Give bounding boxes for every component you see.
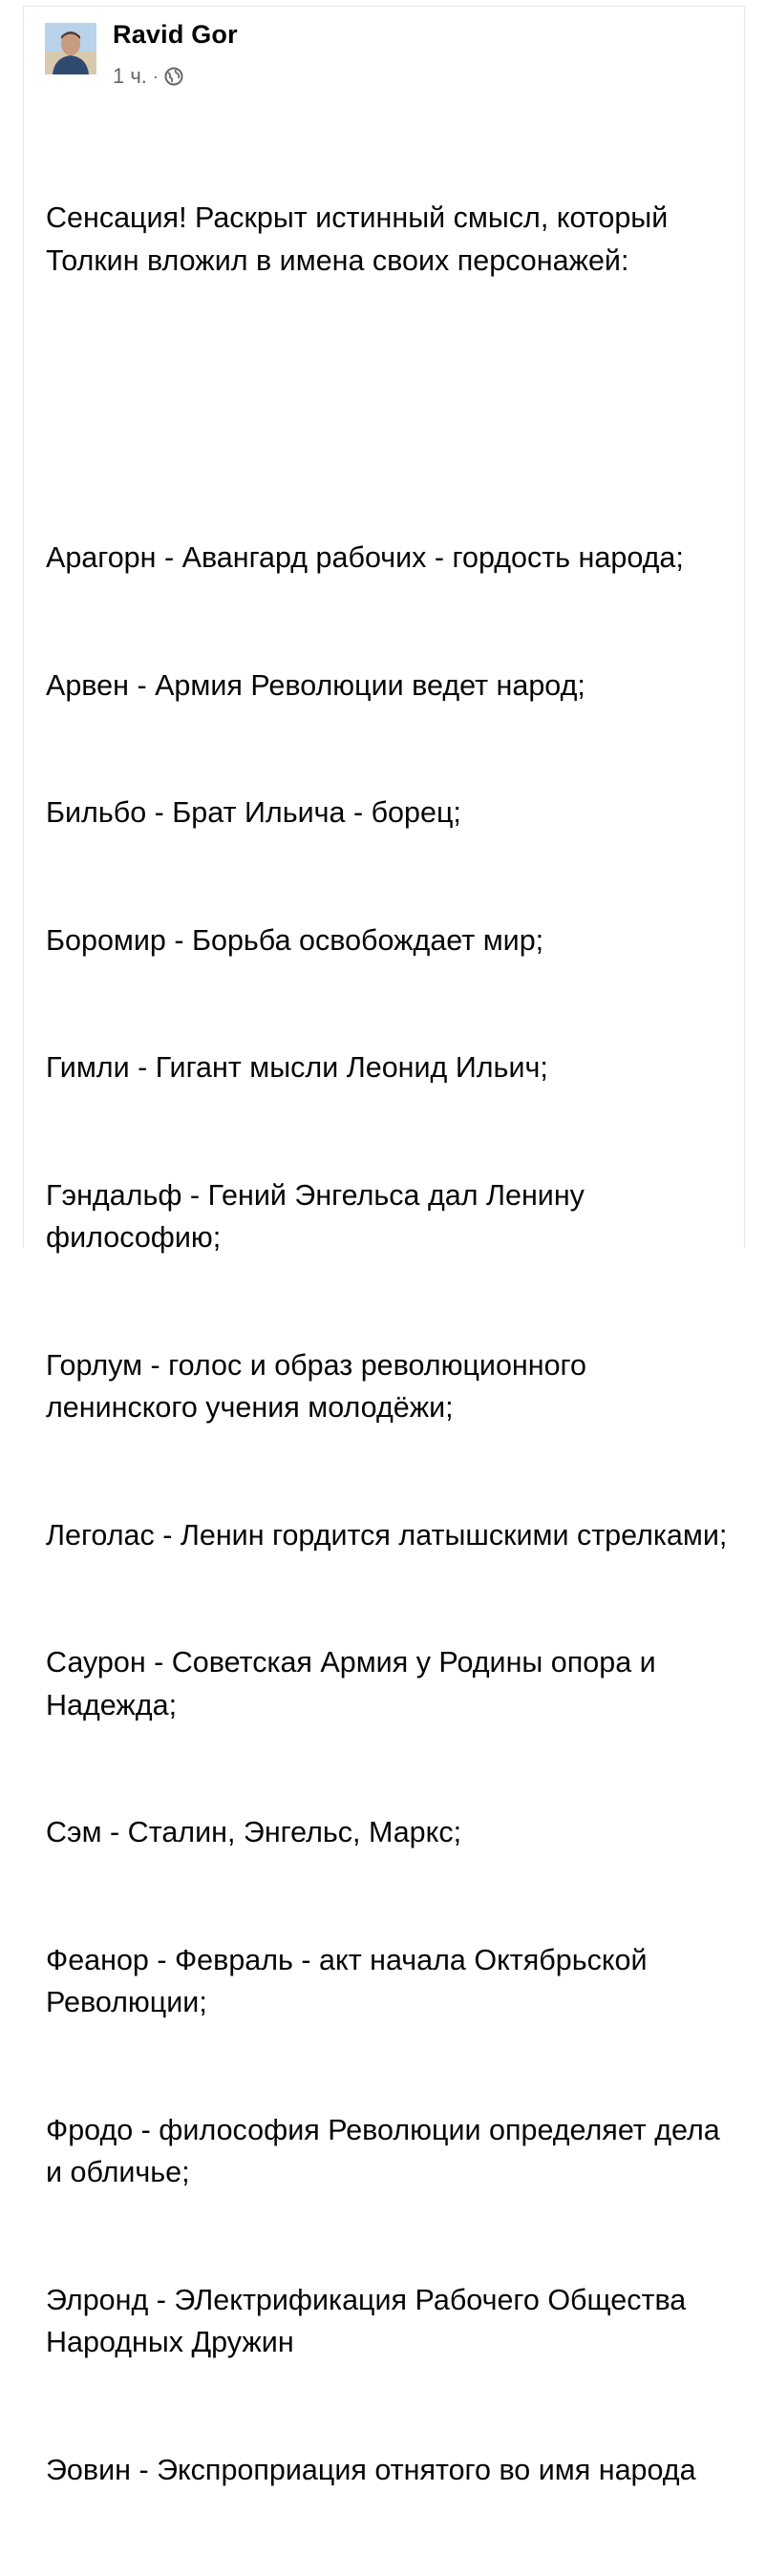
post-time[interactable]: 1 ч. (113, 64, 147, 88)
meta-separator: · (152, 66, 159, 86)
avatar-photo (45, 23, 96, 74)
list-item: Бильбо - Брат Ильича - борец; (46, 796, 461, 829)
list-item: Сэм - Сталин, Энгельс, Маркс; (46, 1816, 462, 1848)
author-avatar[interactable] (45, 23, 96, 74)
list-item: Гимли - Гигант мысли Леонид Ильич; (46, 1051, 548, 1084)
globe-icon (164, 67, 183, 86)
list-item: Саурон - Советская Армия у Родины опора и Надежда; (46, 1646, 665, 1721)
post-meta (113, 64, 183, 89)
list-item: Фродо - философия Революции определяет дела и обличье; (46, 2113, 729, 2188)
list-item: Эовин - Экспроприация отнятого во имя народа (46, 2453, 696, 2486)
post-body (46, 112, 734, 2576)
list-item: Элронд - ЭЛектрификация Рабочего Общества Народных Дружин (46, 2283, 694, 2358)
list-item: Арагорн - Авангард рабочих - гордость народа; (46, 541, 684, 574)
list-item: Горлум - голос и образ революционного ленинского учения молодёжи; (46, 1348, 595, 1424)
list-item: Феанор - Февраль - акт начала Октябрьской Революции; (46, 1943, 656, 2018)
list-item: Арвен - Армия Революции ведет народ; (46, 668, 585, 702)
list-item: Леголас - Ленин гордится латышскими стрелками; (46, 1518, 728, 1552)
post-intro: Сенсация! Раскрыт истинный смысл, который Толкин вложил в имена своих персонажей: (46, 201, 676, 277)
author-name[interactable]: Ravid Gor (113, 20, 238, 49)
post-card (23, 6, 745, 2486)
list-item: Боромир - Борьба освобождает мир; (46, 923, 544, 957)
paragraph-gap (46, 367, 734, 452)
list-item: Гэндальф - Гений Энгельса дал Ленину философию; (46, 1178, 593, 1254)
